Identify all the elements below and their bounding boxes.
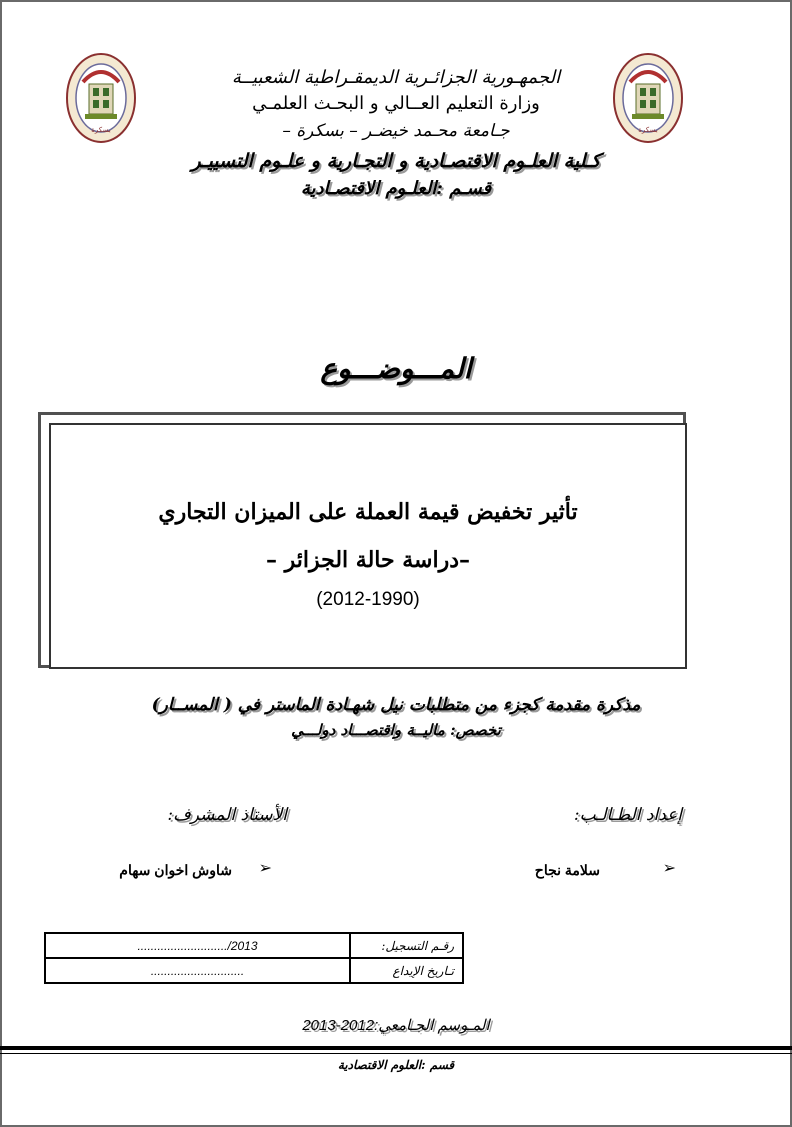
table-row [45, 933, 463, 958]
student-label: إعداد الطـالـب: [573, 805, 682, 825]
university-name: جـامعة محـمد خيضـر – بسكرة – [282, 121, 510, 141]
bullet-arrow-icon: ➢ [258, 858, 272, 877]
registration-number-label: رقـم التسجيل: [350, 933, 463, 958]
thesis-period: (2012-1990) [316, 589, 420, 610]
svg-text:بسكرة: بسكرة [91, 126, 111, 134]
department-name: قسـم :العلـوم الاقتصـادية [300, 178, 492, 199]
registration-number-value: 2013/........................... [45, 933, 350, 958]
deposit-date-label: تـاريخ الإيداع [350, 958, 463, 983]
subject-heading: المـــوضـــوع [320, 352, 472, 385]
academic-season: المـوسم الجـامعي:2012-2013 [302, 1017, 490, 1034]
title-box-inner [49, 423, 687, 669]
registration-table [44, 932, 464, 984]
thesis-title: تأثير تخفيض قيمة العملة على الميزان التجاري [158, 499, 578, 525]
table-row [45, 958, 463, 983]
footer-divider [0, 1046, 792, 1050]
footer-department: قسم :العلوم الاقتصادية [337, 1058, 455, 1072]
supervisor-name: شاوش اخوان سهام [119, 862, 232, 878]
faculty-name: كـلية العلـوم الاقتصـادية و التجـارية و علـوم التسييـر [191, 150, 601, 172]
specialty: تخصص: ماليــة واقتصـــاد دولـــي [291, 721, 501, 739]
memo-description: مذكرة مقدمة كجزء من متطلبات نيل شهـادة الماستر في ( المســار) [151, 695, 641, 715]
bullet-arrow-icon: ➢ [662, 858, 676, 877]
student-name: سلامة نجاح [534, 862, 600, 878]
deposit-date-value: ............................ [45, 958, 350, 983]
ministry-name: وزارة التعليم العــالي و البحـث العلمـي [252, 93, 540, 114]
footer-divider-thin [0, 1053, 792, 1054]
country-name: الجمهـورية الجزائـرية الديمقـراطية الشعبيــة [231, 67, 561, 88]
thesis-subtitle: –دراسة حالة الجزائر – [265, 547, 471, 573]
title-box [38, 412, 686, 668]
svg-text:بسكرة: بسكرة [638, 126, 658, 134]
supervisor-label: الأستاذ المشرف: [167, 805, 287, 825]
